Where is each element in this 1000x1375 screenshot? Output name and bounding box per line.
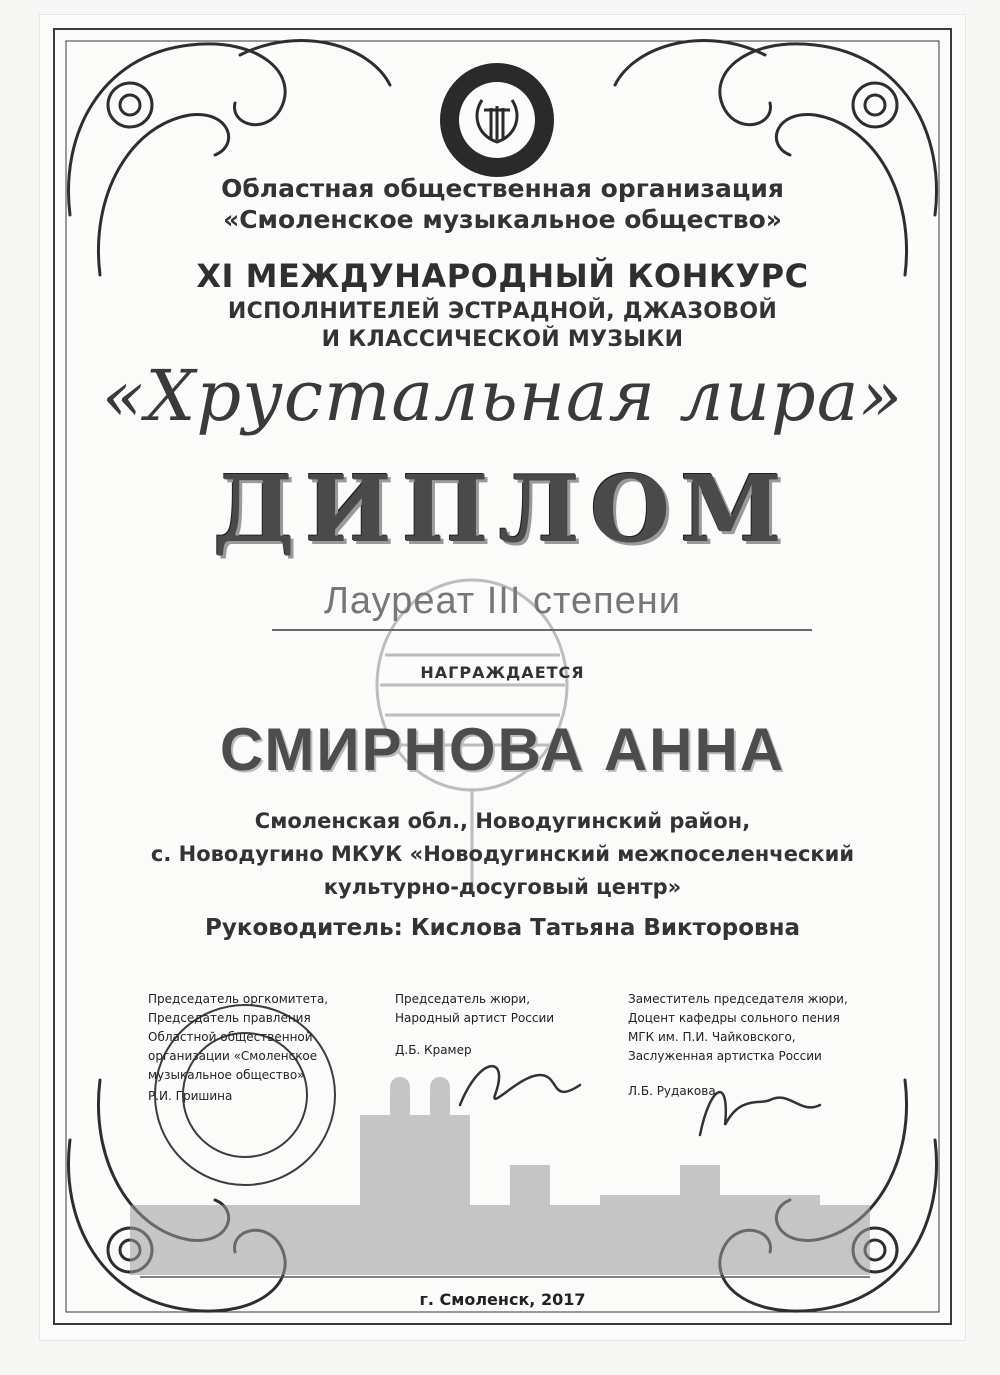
laureate-degree: Лауреат III степени	[323, 580, 681, 622]
contest-name: «Хрустальная лира»	[101, 355, 904, 437]
signature-block-organizer	[148, 990, 328, 1085]
recipient-place	[40, 805, 965, 904]
signature-title-line: Областной общественной	[148, 1030, 313, 1044]
society-emblem	[437, 60, 557, 180]
signature-title-line: МГК им. П.И. Чайковского,	[628, 1030, 796, 1044]
organization-line-1: Областная общественная организация	[221, 174, 784, 203]
signature-title-line: Председатель оргкомитета,	[148, 992, 329, 1006]
organization-name	[40, 173, 965, 235]
signature-title-line: музыкальное общество»	[148, 1068, 305, 1082]
place-line-2: с. Новодугино МКУК «Новодугинский межпоселенческий	[150, 842, 855, 866]
diploma-sheet	[40, 15, 965, 1340]
recipient-name: СМИРНОВА АННА	[219, 716, 786, 783]
signature-title-line: организации «Смоленское	[148, 1049, 318, 1063]
organization-line-2: «Смоленское музыкальное общество»	[223, 205, 782, 234]
leader-line: Руководитель: Кислова Татьяна Викторовна	[204, 915, 800, 941]
signature-title-line: Председатель жюри,	[395, 992, 531, 1006]
degree-underline	[272, 629, 812, 631]
awarded-label: НАГРАЖДАЕТСЯ	[420, 663, 585, 682]
contest-subtitle-line-2: И КЛАССИЧЕСКОЙ МУЗЫКИ	[321, 327, 684, 352]
signature-block-jury-chair	[395, 990, 554, 1028]
signature-name-deputy-chair: Л.Б. Рудакова	[628, 1084, 716, 1098]
signature-title-line: Председатель правления	[148, 1011, 311, 1025]
signature-title-line: Заместитель председателя жюри,	[628, 992, 848, 1006]
signature-title-line: Народный артист России	[395, 1011, 555, 1025]
contest-subtitle	[40, 298, 965, 354]
signature-title-line: Доцент кафедры сольного пения	[628, 1011, 840, 1025]
signature-name-jury-chair: Д.Б. Крамер	[395, 1043, 472, 1057]
city-year: г. Смоленск, 2017	[419, 1290, 586, 1309]
signature-name-organizer: Р.И. Гришина	[148, 1089, 233, 1103]
contest-subtitle-line-1: ИСПОЛНИТЕЛЕЙ ЭСТРАДНОЙ, ДЖАЗОВОЙ	[227, 299, 778, 324]
place-line-1: Смоленская обл., Новодугинский район,	[254, 809, 751, 833]
diploma-heading: ДИПЛОМ	[213, 455, 792, 563]
signature-block-deputy-chair	[628, 990, 848, 1066]
place-line-3: культурно-досуговый центр»	[323, 875, 682, 899]
signature-title-line: Заслуженная артистка России	[628, 1049, 822, 1063]
contest-title: XI МЕЖДУНАРОДНЫЙ КОНКУРС	[196, 257, 809, 295]
